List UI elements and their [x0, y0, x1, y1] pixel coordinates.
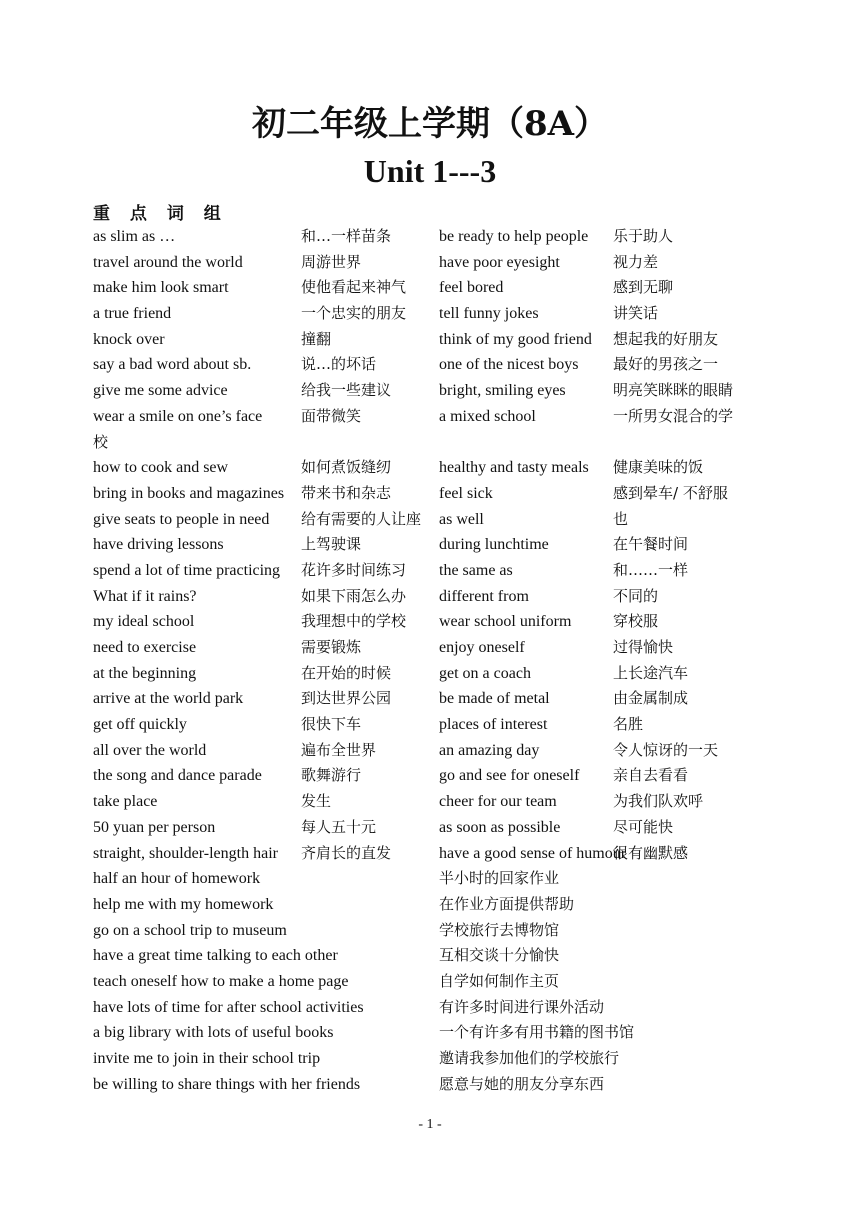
- phrase-row: [93, 661, 793, 687]
- english-phrase: make him look smart: [93, 279, 229, 297]
- chinese-meaning: 健康美味的饭: [613, 458, 704, 477]
- chinese-meaning: 视力差: [613, 252, 659, 271]
- chinese-meaning: 名胜: [613, 715, 644, 734]
- chinese-meaning: 在午餐时间: [613, 535, 689, 554]
- english-phrase: knock over: [93, 330, 165, 348]
- english-phrase: be willing to share things with her friends: [93, 1075, 361, 1093]
- english-phrase: wear school uniform: [439, 613, 572, 631]
- chinese-meaning: 也: [613, 509, 629, 528]
- english-phrase: take place: [93, 793, 158, 811]
- english-phrase: cheer for our team: [439, 793, 557, 811]
- chinese-meaning: 一个有许多有用书籍的图书馆: [439, 1023, 635, 1042]
- chinese-meaning: 如果下雨怎么办: [301, 586, 407, 605]
- chinese-meaning: 乐于助人: [613, 227, 674, 245]
- english-phrase: 50 yuan per person: [93, 818, 216, 836]
- english-phrase: tell funny jokes: [439, 305, 539, 323]
- english-phrase: as slim as …: [93, 228, 176, 245]
- phrase-row: [93, 943, 793, 969]
- chinese-meaning: 上驾驶课: [301, 535, 362, 554]
- chinese-meaning: 一个忠实的朋友: [301, 304, 407, 323]
- chinese-meaning: 最好的男孩之一: [613, 355, 719, 374]
- english-phrase: go on a school trip to museum: [93, 921, 287, 939]
- english-phrase: places of interest: [439, 716, 548, 734]
- phrase-row: [93, 532, 793, 558]
- english-phrase: have poor eyesight: [439, 253, 560, 271]
- english-phrase: invite me to join in their school trip: [93, 1050, 321, 1067]
- english-phrase: feel bored: [439, 279, 504, 297]
- chinese-meaning: 亲自去看看: [613, 766, 689, 785]
- chinese-meaning: 和…一样苗条: [301, 227, 392, 245]
- english-phrase: need to exercise: [93, 639, 197, 656]
- page-number: - 1 -: [418, 1117, 442, 1132]
- english-phrase: as well: [439, 510, 484, 528]
- chinese-meaning: 学校旅行去博物馆: [439, 920, 560, 939]
- english-phrase: an amazing day: [439, 741, 540, 759]
- english-phrase: the song and dance parade: [93, 767, 262, 785]
- chinese-meaning: 和……一样: [613, 560, 689, 579]
- phrase-row: [93, 763, 793, 789]
- chinese-meaning: 自学如何制作主页: [439, 971, 560, 990]
- phrase-row: [93, 841, 793, 867]
- phrase-row: [93, 686, 793, 712]
- chinese-meaning: 带来书和杂志: [301, 483, 392, 502]
- chinese-meaning: 上长途汽车: [613, 663, 689, 682]
- phrase-row: [93, 969, 793, 995]
- chinese-meaning: 感到无聊: [613, 278, 674, 297]
- phrase-row: [93, 866, 793, 892]
- english-phrase: get off quickly: [93, 716, 187, 734]
- chinese-meaning: 一所男女混合的学: [613, 406, 734, 425]
- chinese-meaning: 很快下车: [301, 715, 362, 734]
- phrase-row: [93, 224, 793, 250]
- phrase-row: [93, 275, 793, 301]
- english-phrase: at the beginning: [93, 664, 197, 682]
- chinese-meaning: 周游世界: [301, 252, 362, 271]
- phrase-row: [93, 507, 793, 533]
- english-phrase: my ideal school: [93, 613, 195, 631]
- english-phrase: be made of metal: [439, 690, 550, 708]
- chinese-meaning: 我理想中的学校: [301, 612, 407, 631]
- chinese-meaning: 愿意与她的朋友分享东西: [439, 1074, 605, 1093]
- chinese-meaning: 穿校服: [613, 612, 659, 631]
- english-phrase: a true friend: [93, 305, 172, 323]
- english-phrase: help me with my homework: [93, 895, 274, 913]
- chinese-meaning: 花许多时间练习: [301, 560, 407, 579]
- english-phrase: go and see for oneself: [439, 767, 580, 785]
- phrase-row: [93, 301, 793, 327]
- phrase-row: [93, 1072, 793, 1098]
- chinese-meaning: 由金属制成: [613, 689, 689, 708]
- phrase-row: [93, 327, 793, 353]
- english-phrase: teach oneself how to make a home page: [93, 972, 349, 990]
- phrase-row: [93, 250, 793, 276]
- english-phrase: as soon as possible: [439, 818, 561, 836]
- phrase-row: [93, 584, 793, 610]
- phrase-row: [93, 635, 793, 661]
- chinese-meaning: 需要锻炼: [301, 638, 362, 656]
- chinese-meaning: 遍布全世界: [301, 740, 377, 759]
- english-phrase: how to cook and sew: [93, 459, 229, 477]
- english-phrase: half an hour of homework: [93, 870, 261, 888]
- chinese-meaning: 歌舞游行: [301, 766, 362, 785]
- chinese-meaning: 半小时的回家作业: [439, 869, 560, 888]
- chinese-meaning: 到达世界公园: [301, 689, 392, 708]
- english-phrase: What if it rains?: [93, 587, 197, 605]
- english-phrase: have a great time talking to each other: [93, 947, 338, 965]
- chinese-meaning: 齐肩长的直发: [301, 843, 392, 862]
- phrase-row: [93, 1020, 793, 1046]
- chinese-meaning: 邀请我参加他们的学校旅行: [439, 1049, 620, 1067]
- english-phrase: get on a coach: [439, 664, 531, 682]
- chinese-meaning: 不同的: [613, 586, 659, 605]
- english-phrase: be ready to help people: [439, 228, 589, 245]
- english-phrase: travel around the world: [93, 253, 243, 271]
- english-phrase: the same as: [439, 561, 513, 579]
- phrase-row: [93, 789, 793, 815]
- chinese-meaning: 过得愉快: [613, 638, 674, 656]
- phrase-row: [93, 609, 793, 635]
- phrase-row: [93, 738, 793, 764]
- chinese-meaning: 给我一些建议: [301, 381, 392, 400]
- english-phrase: give me some advice: [93, 382, 228, 400]
- english-phrase: spend a lot of time practicing: [93, 561, 281, 579]
- chinese-meaning: 明亮笑眯眯的眼睛: [613, 381, 734, 400]
- chinese-meaning: 很有幽默感: [613, 843, 689, 862]
- phrase-row: [93, 918, 793, 944]
- english-phrase: give seats to people in need: [93, 510, 270, 528]
- english-phrase: bright, smiling eyes: [439, 382, 566, 400]
- phrase-row: [93, 892, 793, 918]
- chinese-meaning: 每人五十元: [301, 817, 377, 836]
- english-phrase: during lunchtime: [439, 536, 549, 554]
- chinese-meaning: 互相交谈十分愉快: [439, 946, 560, 965]
- chinese-meaning: 在开始的时候: [301, 663, 392, 682]
- chinese-meaning: 撞翻: [301, 329, 332, 348]
- english-phrase: have a good sense of humour: [439, 844, 627, 862]
- phrase-list: [93, 224, 793, 1097]
- english-phrase: have driving lessons: [93, 536, 224, 554]
- page-title-chinese: 初二年级上学期（8A）: [251, 104, 609, 144]
- chinese-meaning: 想起我的好朋友: [613, 329, 719, 348]
- phrase-row: [93, 815, 793, 841]
- english-phrase: different from: [439, 587, 529, 605]
- english-phrase: all over the world: [93, 741, 207, 759]
- chinese-meaning: 如何煮饭缝纫: [301, 458, 392, 477]
- chinese-meaning: 发生: [301, 792, 332, 811]
- phrase-row: [93, 995, 793, 1021]
- english-phrase: healthy and tasty meals: [439, 459, 589, 477]
- phrase-row: [93, 378, 793, 404]
- english-phrase: one of the nicest boys: [439, 356, 579, 374]
- chinese-meaning: 尽可能快: [613, 817, 674, 836]
- chinese-meaning: 有许多时间进行课外活动: [439, 997, 605, 1016]
- phrase-row: [93, 352, 793, 378]
- english-phrase: a mixed school: [439, 407, 536, 425]
- phrase-row: [93, 558, 793, 584]
- english-phrase: a big library with lots of useful books: [93, 1024, 334, 1042]
- english-phrase: arrive at the world park: [93, 690, 244, 708]
- chinese-meaning: 使他看起来神气: [301, 278, 407, 297]
- english-phrase: say a bad word about sb.: [93, 356, 252, 374]
- chinese-meaning: 说…的坏话: [301, 355, 377, 374]
- chinese-meaning: 感到晕车/ 不舒服: [613, 483, 728, 502]
- section-heading: 重 点 词 组: [93, 204, 228, 224]
- phrase-row: [93, 404, 793, 430]
- phrase-row: [93, 455, 793, 481]
- phrase-row: [93, 481, 793, 507]
- english-phrase: feel sick: [439, 484, 493, 502]
- phrase-row: [93, 1046, 793, 1072]
- english-phrase: bring in books and magazines: [93, 484, 285, 502]
- wrapped-text: 校: [93, 432, 109, 451]
- chinese-meaning: 面带微笑: [301, 406, 362, 425]
- chinese-meaning: 在作业方面提供帮助: [439, 894, 575, 913]
- chinese-meaning: 为我们队欢呼: [613, 792, 704, 811]
- chinese-meaning: 令人惊讶的一天: [613, 740, 719, 759]
- english-phrase: enjoy oneself: [439, 639, 525, 656]
- chinese-meaning: 给有需要的人让座: [301, 509, 422, 528]
- phrase-row: [93, 712, 793, 738]
- english-phrase: think of my good friend: [439, 330, 592, 348]
- chinese-meaning: 讲笑话: [613, 304, 659, 323]
- english-phrase: wear a smile on one’s face: [93, 407, 263, 425]
- english-phrase: have lots of time for after school activities: [93, 998, 364, 1016]
- page-title-unit: Unit 1---3: [363, 153, 497, 189]
- english-phrase: straight, shoulder-length hair: [93, 844, 278, 862]
